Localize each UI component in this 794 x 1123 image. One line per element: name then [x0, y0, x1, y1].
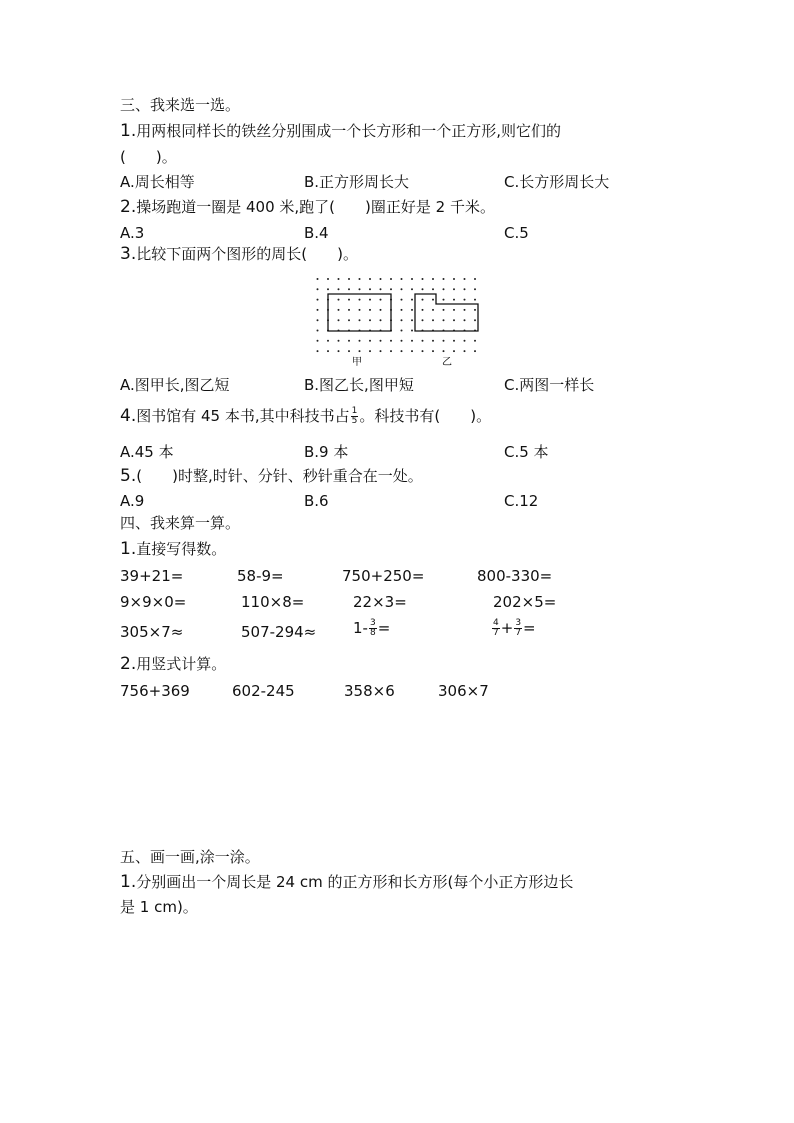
question-4 — [120, 407, 491, 426]
question-number: 4. — [120, 406, 137, 426]
question-3 — [120, 245, 358, 263]
option-b: B.正方形周长大 — [304, 173, 410, 191]
question-number: 2. — [120, 654, 137, 674]
option-c: C.5 本 — [504, 443, 549, 461]
grid-dot — [411, 319, 413, 321]
fraction-numerator: 4 — [493, 618, 499, 628]
grid-dot — [443, 340, 445, 342]
grid-dot — [338, 278, 340, 280]
question-number: 1. — [120, 539, 137, 559]
grid-dot — [474, 288, 476, 290]
grid-dot — [411, 288, 413, 290]
calc-item: 305×7≈ — [120, 623, 184, 641]
fraction-denominator: 8 — [369, 628, 376, 638]
question-1 — [120, 873, 573, 891]
grid-dot — [359, 288, 361, 290]
vertical-calc-item: 358×6 — [344, 682, 395, 700]
grid-dot — [401, 278, 403, 280]
plus-sign: + — [500, 619, 514, 637]
grid-dot — [411, 350, 413, 352]
equals-sign: = — [377, 619, 391, 637]
grid-dot — [401, 299, 403, 301]
figure-yi — [415, 294, 478, 331]
grid-dot — [422, 340, 424, 342]
calc-item: 800-330= — [477, 567, 553, 585]
grid-dot — [390, 278, 392, 280]
grid-dot — [380, 350, 382, 352]
grid-dot — [422, 299, 424, 301]
question-text: 分别画出一个周长是 24 cm 的正方形和长方形(每个小正方形边长 — [136, 873, 574, 891]
grid-dot — [464, 299, 466, 301]
option-b: B.6 — [304, 492, 329, 510]
question-number: 5. — [120, 466, 137, 486]
question-text: 操场跑道一圈是 400 米,跑了( )圈正好是 2 千米。 — [136, 198, 495, 216]
vertical-calc-item: 602-245 — [232, 682, 295, 700]
grid-dot — [464, 319, 466, 321]
grid-dot — [348, 288, 350, 290]
grid-dot — [464, 278, 466, 280]
grid-dot — [317, 309, 319, 311]
equals-sign: = — [523, 619, 536, 637]
question-text: 用竖式计算。 — [136, 655, 227, 673]
fraction-denominator: 5 — [351, 416, 358, 426]
fraction-denominator: 7 — [515, 628, 522, 638]
grid-dot — [432, 288, 434, 290]
option-a: A.图甲长,图乙短 — [120, 376, 230, 394]
grid-dot — [359, 350, 361, 352]
grid-dot — [422, 278, 424, 280]
question-2 — [120, 198, 495, 216]
question-text: 用两根同样长的铁丝分别围成一个长方形和一个正方形,则它们的 — [136, 122, 562, 140]
question-5 — [120, 467, 423, 485]
question-text: 。科技书有( )。 — [359, 407, 492, 425]
grid-dot — [369, 309, 371, 311]
grid-dot — [338, 299, 340, 301]
fraction-numerator: 1 — [351, 406, 358, 416]
grid-dot — [411, 299, 413, 301]
grid-dot — [359, 340, 361, 342]
grid-dot — [317, 288, 319, 290]
question-number: 2. — [120, 197, 137, 217]
grid-dot — [422, 309, 424, 311]
option-b: B.4 — [304, 224, 329, 242]
grid-dot — [464, 340, 466, 342]
fraction-numerator: 3 — [515, 618, 522, 628]
fraction-denominator: 7 — [493, 628, 499, 638]
grid-dot — [380, 319, 382, 321]
grid-dot — [359, 299, 361, 301]
question-1-continued: 是 1 cm)。 — [120, 898, 198, 916]
grid-dot — [401, 319, 403, 321]
grid-dot — [432, 340, 434, 342]
grid-dot — [443, 350, 445, 352]
grid-dot — [348, 350, 350, 352]
grid-dot — [464, 309, 466, 311]
grid-dot — [401, 340, 403, 342]
option-a: A.45 本 — [120, 443, 174, 461]
calc-item: 507-294≈ — [241, 623, 317, 641]
grid-dot — [474, 309, 476, 311]
grid-dot — [338, 319, 340, 321]
grid-dot — [432, 319, 434, 321]
grid-dot — [443, 309, 445, 311]
grid-dot — [380, 288, 382, 290]
grid-dot — [338, 309, 340, 311]
option-a: A.9 — [120, 492, 145, 510]
grid-dot — [474, 278, 476, 280]
grid-dot — [380, 299, 382, 301]
option-b: B.图乙长,图甲短 — [304, 376, 414, 394]
fraction-numerator: 3 — [369, 618, 376, 628]
grid-dot — [327, 340, 329, 342]
grid-dot — [338, 340, 340, 342]
question-1 — [120, 122, 561, 140]
question-1-blank: ( )。 — [120, 148, 177, 166]
vertical-calc-item: 756+369 — [120, 682, 190, 700]
grid-dot — [317, 330, 319, 332]
grid-dot — [453, 299, 455, 301]
grid-dot — [390, 288, 392, 290]
grid-dot — [317, 340, 319, 342]
grid-dot — [317, 350, 319, 352]
calc-item-fraction-sum — [491, 619, 536, 638]
grid-dot — [464, 288, 466, 290]
calc-item: 9×9×0= — [120, 593, 187, 611]
grid-dot — [327, 278, 329, 280]
question-text: ( )时整,时针、分针、秒针重合在一处。 — [136, 467, 423, 485]
grid-dot — [432, 278, 434, 280]
calc-item: 110×8= — [241, 593, 305, 611]
grid-dot — [380, 340, 382, 342]
grid-dot — [338, 288, 340, 290]
grid-dot — [422, 288, 424, 290]
fraction — [492, 619, 500, 638]
question-1 — [120, 540, 226, 558]
grid-dot — [369, 299, 371, 301]
fraction — [514, 619, 522, 638]
figure-label-jia: 甲 — [352, 357, 362, 368]
grid-dot — [359, 319, 361, 321]
grid-dot — [369, 340, 371, 342]
grid-dot — [453, 350, 455, 352]
grid-dot — [401, 309, 403, 311]
option-c: C.5 — [504, 224, 529, 242]
grid-dot — [390, 350, 392, 352]
dot-grid-figure — [305, 272, 490, 370]
grid-dot — [348, 299, 350, 301]
grid-dot — [380, 309, 382, 311]
calc-item: 39+21= — [120, 567, 184, 585]
option-c: C.长方形周长大 — [504, 173, 610, 191]
grid-dot — [422, 350, 424, 352]
grid-dot — [317, 278, 319, 280]
grid-dot — [474, 340, 476, 342]
grid-dot — [348, 278, 350, 280]
calc-item: 750+250= — [342, 567, 425, 585]
grid-dot — [369, 288, 371, 290]
grid-dot — [432, 309, 434, 311]
grid-dot — [401, 350, 403, 352]
option-c: C.两图一样长 — [504, 376, 595, 394]
section-4-title: 四、我来算一算。 — [120, 514, 241, 532]
grid-dot — [411, 309, 413, 311]
grid-dot — [390, 340, 392, 342]
option-a: A.周长相等 — [120, 173, 195, 191]
grid-dot — [359, 309, 361, 311]
grid-dot — [338, 350, 340, 352]
option-c: C.12 — [504, 492, 539, 510]
grid-dot — [474, 319, 476, 321]
grid-dot — [369, 350, 371, 352]
section-3-title: 三、我来选一选。 — [120, 96, 241, 114]
grid-dot — [348, 319, 350, 321]
question-text: 图书馆有 45 本书,其中科技书占 — [136, 407, 350, 425]
calc-item: 58-9= — [237, 567, 284, 585]
option-a: A.3 — [120, 224, 145, 242]
grid-dot — [432, 299, 434, 301]
grid-dot — [401, 288, 403, 290]
grid-dot — [317, 319, 319, 321]
calc-item: 202×5= — [493, 593, 557, 611]
grid-dot — [443, 278, 445, 280]
grid-dot — [464, 350, 466, 352]
calc-item: 22×3= — [353, 593, 407, 611]
question-number: 1. — [120, 872, 137, 892]
question-text: 直接写得数。 — [136, 540, 227, 558]
grid-dot — [453, 340, 455, 342]
fraction-one-fifth — [351, 407, 359, 426]
grid-dot — [474, 299, 476, 301]
grid-dot — [327, 288, 329, 290]
grid-dot — [443, 319, 445, 321]
grid-dot — [432, 350, 434, 352]
grid-dot — [348, 340, 350, 342]
grid-dot — [359, 278, 361, 280]
grid-dot — [327, 350, 329, 352]
grid-dot — [348, 309, 350, 311]
question-2 — [120, 655, 226, 673]
grid-dot — [369, 319, 371, 321]
grid-dot — [380, 278, 382, 280]
grid-dot — [443, 288, 445, 290]
grid-dot — [474, 350, 476, 352]
grid-dot — [411, 330, 413, 332]
grid-dot — [453, 288, 455, 290]
question-text: 比较下面两个图形的周长( )。 — [136, 245, 358, 263]
question-number: 3. — [120, 244, 137, 264]
grid-dot — [453, 309, 455, 311]
option-b: B.9 本 — [304, 443, 349, 461]
fraction — [369, 619, 377, 638]
question-number: 1. — [120, 121, 137, 141]
grid-dot — [453, 319, 455, 321]
grid-dot — [453, 278, 455, 280]
section-5-title: 五、画一画,涂一涂。 — [120, 848, 260, 866]
grid-dot — [317, 299, 319, 301]
grid-dot — [401, 330, 403, 332]
figure-label-yi: 乙 — [442, 357, 452, 368]
grid-dot — [422, 319, 424, 321]
calc-prefix: 1- — [353, 619, 368, 637]
grid-dot — [411, 278, 413, 280]
grid-dot — [369, 278, 371, 280]
vertical-calc-item: 306×7 — [438, 682, 489, 700]
grid-dot — [411, 340, 413, 342]
calc-item-fraction — [353, 619, 390, 638]
grid-dot — [443, 299, 445, 301]
